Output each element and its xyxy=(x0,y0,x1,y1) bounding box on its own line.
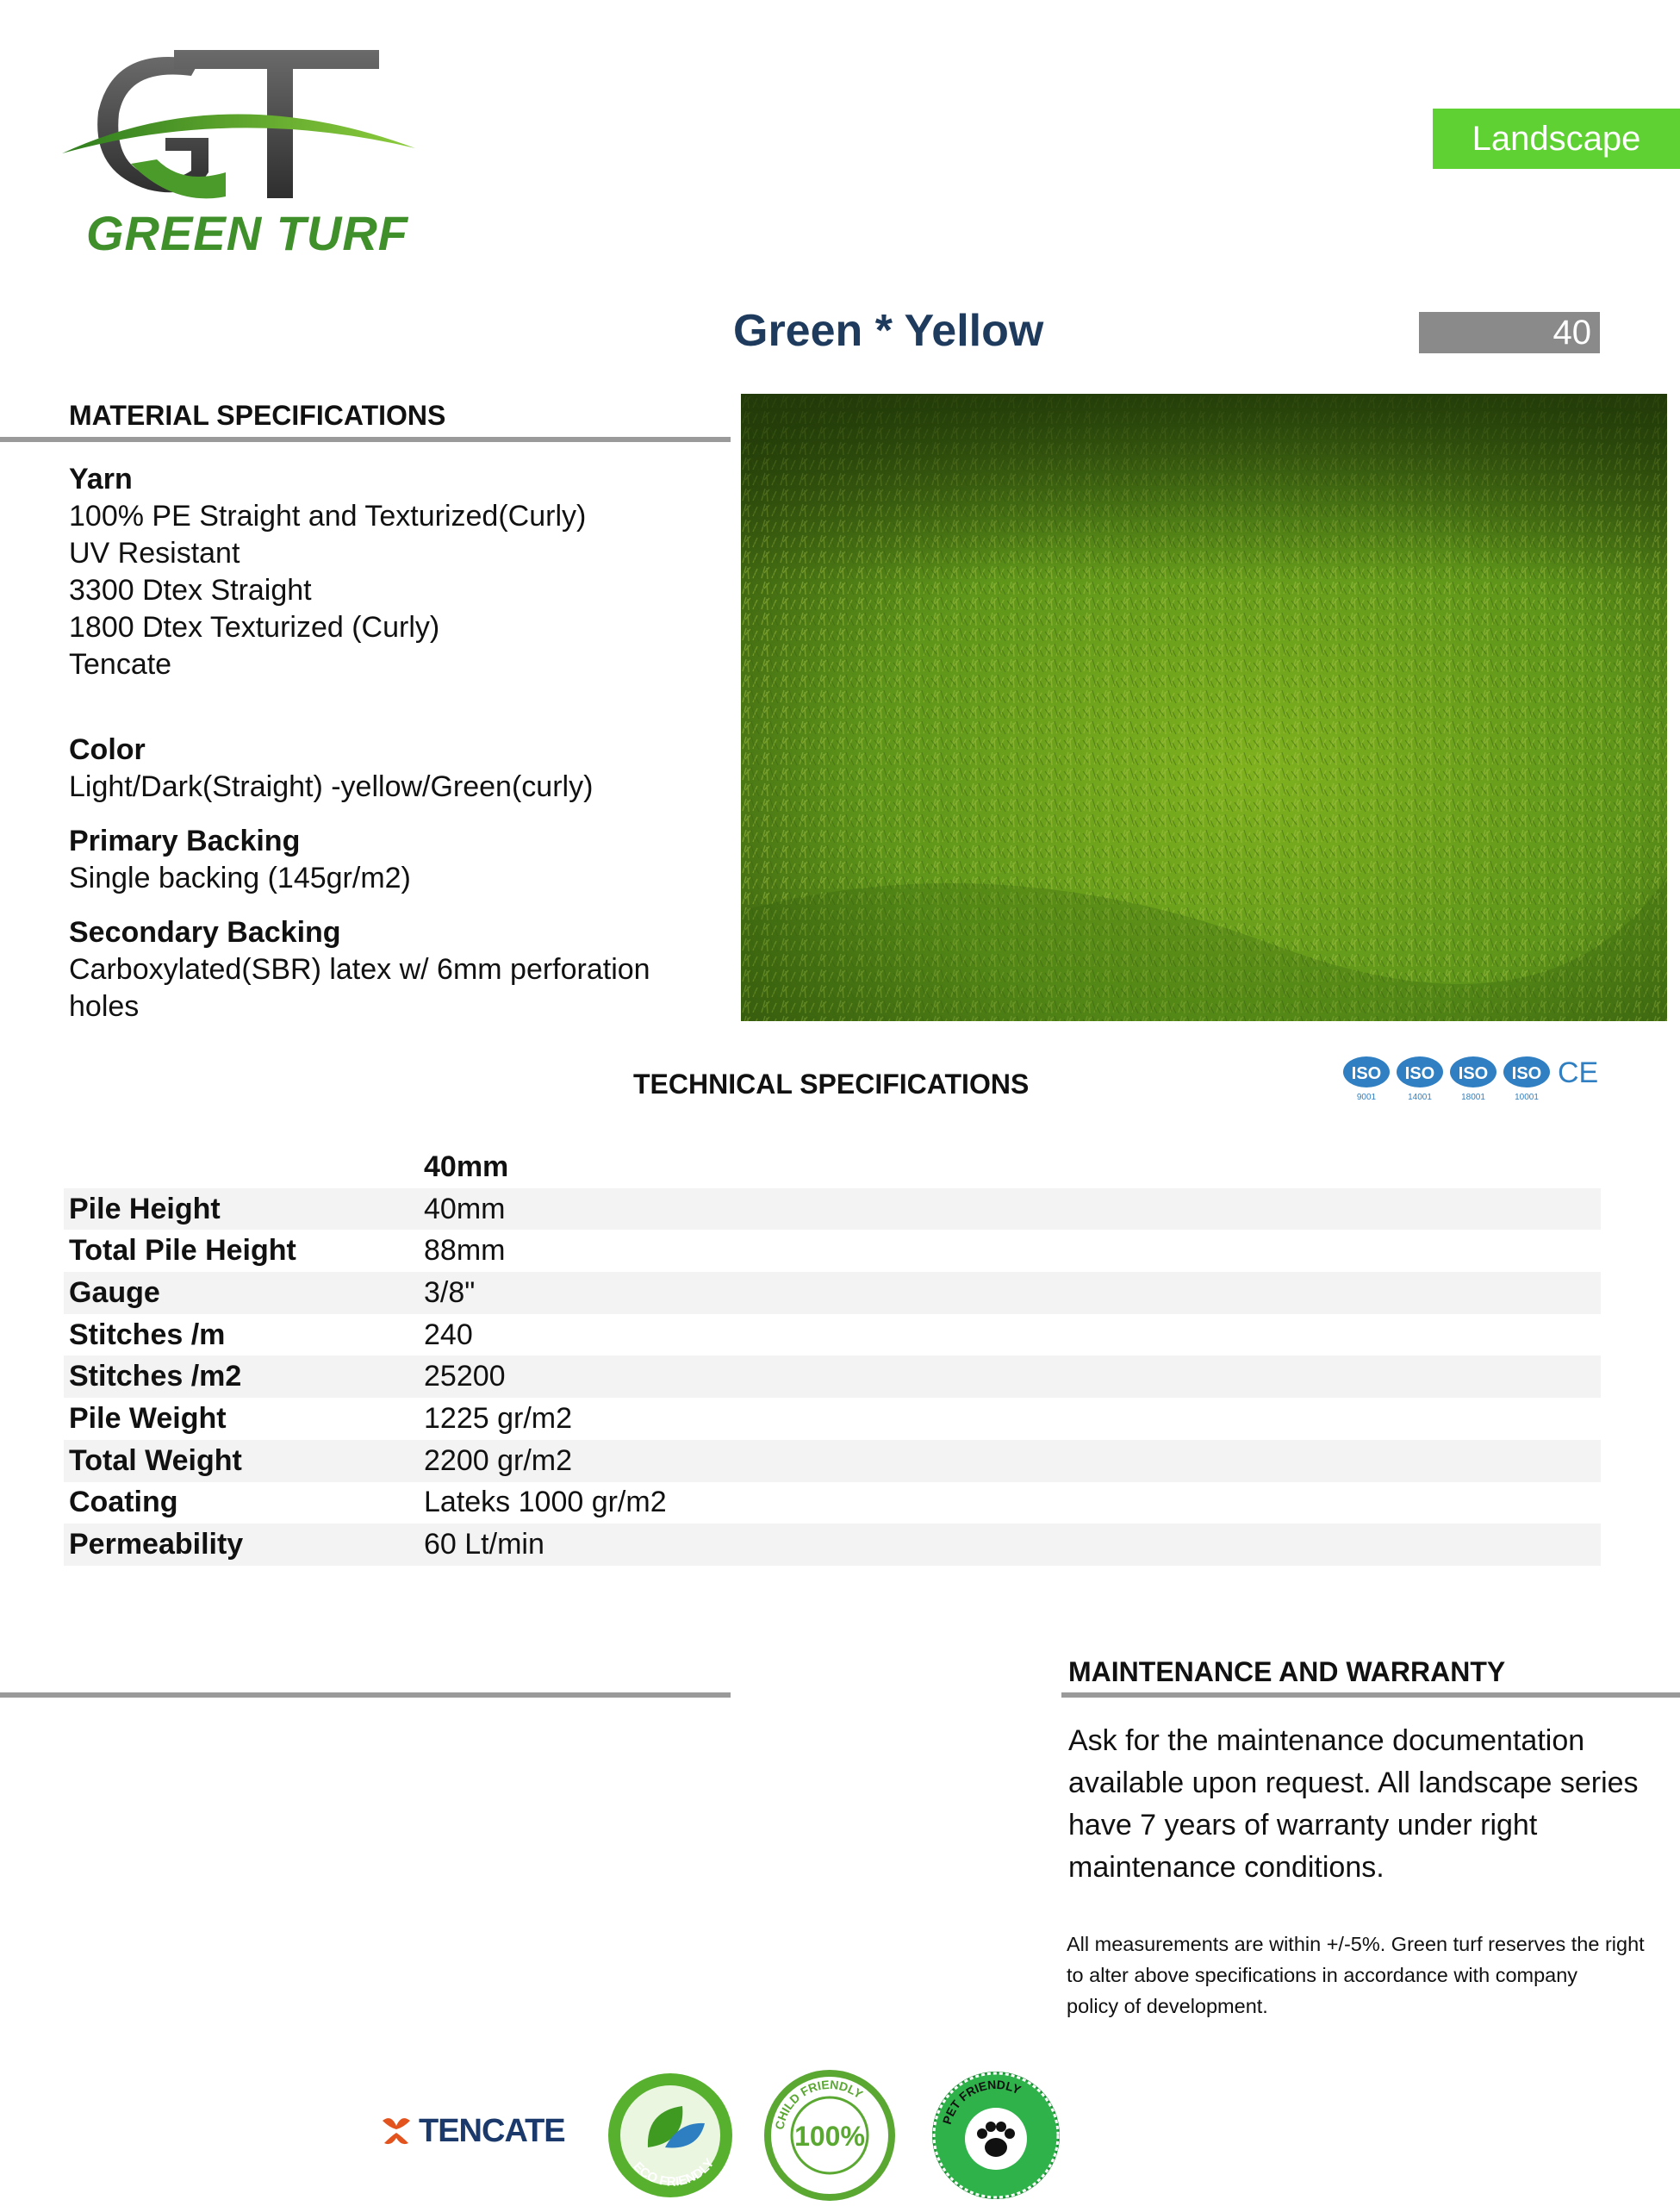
technical-table xyxy=(64,1146,1601,1566)
maintenance-line: Ask for the maintenance documentation xyxy=(1068,1724,1585,1757)
material-rule xyxy=(0,437,731,442)
yarn-block xyxy=(69,461,689,683)
technical-heading: TECHNICAL SPECIFICATIONS xyxy=(633,1069,1030,1100)
maintenance-heading: MAINTENANCE AND WARRANTY xyxy=(1068,1656,1506,1687)
row-label: Permeability xyxy=(69,1528,244,1561)
pile-code-badge: 40 xyxy=(1419,312,1600,353)
tencate-logo xyxy=(379,2109,565,2153)
iso-icon xyxy=(1450,1056,1496,1102)
disclaimer-line: to alter above specifications in accordance with company xyxy=(1067,1964,1578,1986)
table-row xyxy=(64,1482,1601,1524)
iso-number: 10001 xyxy=(1515,1093,1539,1102)
row-label: Total Pile Height xyxy=(69,1234,296,1268)
iso-number: 14001 xyxy=(1408,1093,1432,1102)
row-label: Total Weight xyxy=(69,1443,242,1477)
yarn-line: 1800 Dtex Texturized (Curly) xyxy=(69,611,440,644)
color-title: Color xyxy=(69,733,146,766)
iso-number: 18001 xyxy=(1461,1093,1485,1102)
row-value: Lateks 1000 gr/m2 xyxy=(424,1486,667,1519)
disclaimer-line: policy of development. xyxy=(1067,1995,1268,2017)
iso-label: ISO xyxy=(1511,1064,1542,1083)
secondary-backing-title: Secondary Backing xyxy=(69,916,341,949)
table-row xyxy=(64,1314,1601,1356)
primary-backing-value: Single backing (145gr/m2) xyxy=(69,862,411,894)
secondary-backing-line: Carboxylated(SBR) latex w/ 6mm perforation xyxy=(69,953,650,986)
table-header-value: 40mm xyxy=(424,1150,509,1183)
row-value: 40mm xyxy=(424,1192,506,1225)
iso-label: ISO xyxy=(1351,1064,1382,1083)
yarn-line: 100% PE Straight and Texturized(Curly) xyxy=(69,500,587,533)
iso-icon xyxy=(1343,1056,1390,1102)
maintenance-line: maintenance conditions. xyxy=(1068,1851,1384,1884)
row-label: Stitches /m2 xyxy=(69,1360,242,1393)
yarn-line: 3300 Dtex Straight xyxy=(69,574,312,607)
child-badge-text: CHILD FRIENDLY xyxy=(772,2077,866,2131)
secondary-backing-line: holes xyxy=(69,990,140,1023)
eco-friendly-badge-icon xyxy=(603,2068,737,2203)
row-value: 88mm xyxy=(424,1234,506,1268)
tencate-mark-icon xyxy=(379,2114,414,2148)
row-label: Pile Height xyxy=(69,1192,221,1225)
table-header-spacer xyxy=(64,1146,419,1188)
pet-badge-text: PET FRIENDLY xyxy=(939,2077,1024,2126)
category-tag: Landscape xyxy=(1433,109,1680,169)
table-row xyxy=(64,1398,1601,1440)
footer-left-rule xyxy=(0,1692,731,1698)
primary-backing-title: Primary Backing xyxy=(69,825,301,857)
table-row xyxy=(64,1188,1601,1231)
primary-backing-block xyxy=(69,823,689,897)
row-value: 3/8" xyxy=(424,1275,476,1309)
row-value: 1225 gr/m2 xyxy=(424,1401,572,1435)
maintenance-line: have 7 years of warranty under right xyxy=(1068,1809,1538,1841)
table-header-row xyxy=(64,1146,1601,1188)
brand-name: GREEN TURF xyxy=(86,206,408,260)
table-row xyxy=(64,1440,1601,1482)
pet-friendly-badge-icon xyxy=(929,2068,1063,2203)
disclaimer-line: All measurements are within +/-5%. Green turf reserves the right xyxy=(1067,1933,1645,1955)
yarn-line: UV Resistant xyxy=(69,537,240,570)
row-label: Pile Weight xyxy=(69,1401,227,1435)
yarn-title: Yarn xyxy=(69,463,133,495)
table-row xyxy=(64,1355,1601,1398)
child-friendly-badge-icon xyxy=(762,2068,897,2203)
yarn-line: Tencate xyxy=(69,648,172,681)
certification-logos xyxy=(1342,1053,1601,1103)
material-specs xyxy=(69,461,689,1043)
ce-mark-icon: CE xyxy=(1558,1056,1599,1089)
table-row xyxy=(64,1524,1601,1566)
color-block xyxy=(69,732,689,806)
maintenance-line: available upon request. All landscape series xyxy=(1068,1767,1639,1799)
iso-icon xyxy=(1397,1056,1443,1102)
secondary-backing-block xyxy=(69,914,689,1025)
iso-icon xyxy=(1503,1056,1550,1102)
maintenance-text xyxy=(1068,1720,1663,1889)
row-value: 25200 xyxy=(424,1360,506,1393)
tencate-wordmark: TENCATE xyxy=(419,2112,565,2149)
row-value: 240 xyxy=(424,1318,473,1351)
row-label: Coating xyxy=(69,1486,178,1519)
maintenance-rule xyxy=(1061,1692,1680,1698)
table-row xyxy=(64,1272,1601,1314)
row-value: 60 Lt/min xyxy=(424,1528,544,1561)
product-title: Green * Yellow xyxy=(733,306,1044,356)
color-value: Light/Dark(Straight) -yellow/Green(curly) xyxy=(69,770,594,803)
row-value: 2200 gr/m2 xyxy=(424,1443,572,1477)
eco-badge-text: ECO FRIENDLY xyxy=(630,2155,718,2190)
table-row xyxy=(64,1230,1601,1272)
turf-photo xyxy=(741,394,1667,1021)
iso-number: 9001 xyxy=(1356,1093,1377,1102)
child-badge-percent: 100% xyxy=(794,2121,865,2152)
row-label: Stitches /m xyxy=(69,1318,226,1351)
material-heading: MATERIAL SPECIFICATIONS xyxy=(69,400,446,431)
row-label: Gauge xyxy=(69,1275,160,1309)
disclaimer xyxy=(1067,1929,1680,2022)
iso-label: ISO xyxy=(1458,1064,1489,1083)
iso-label: ISO xyxy=(1404,1064,1435,1083)
